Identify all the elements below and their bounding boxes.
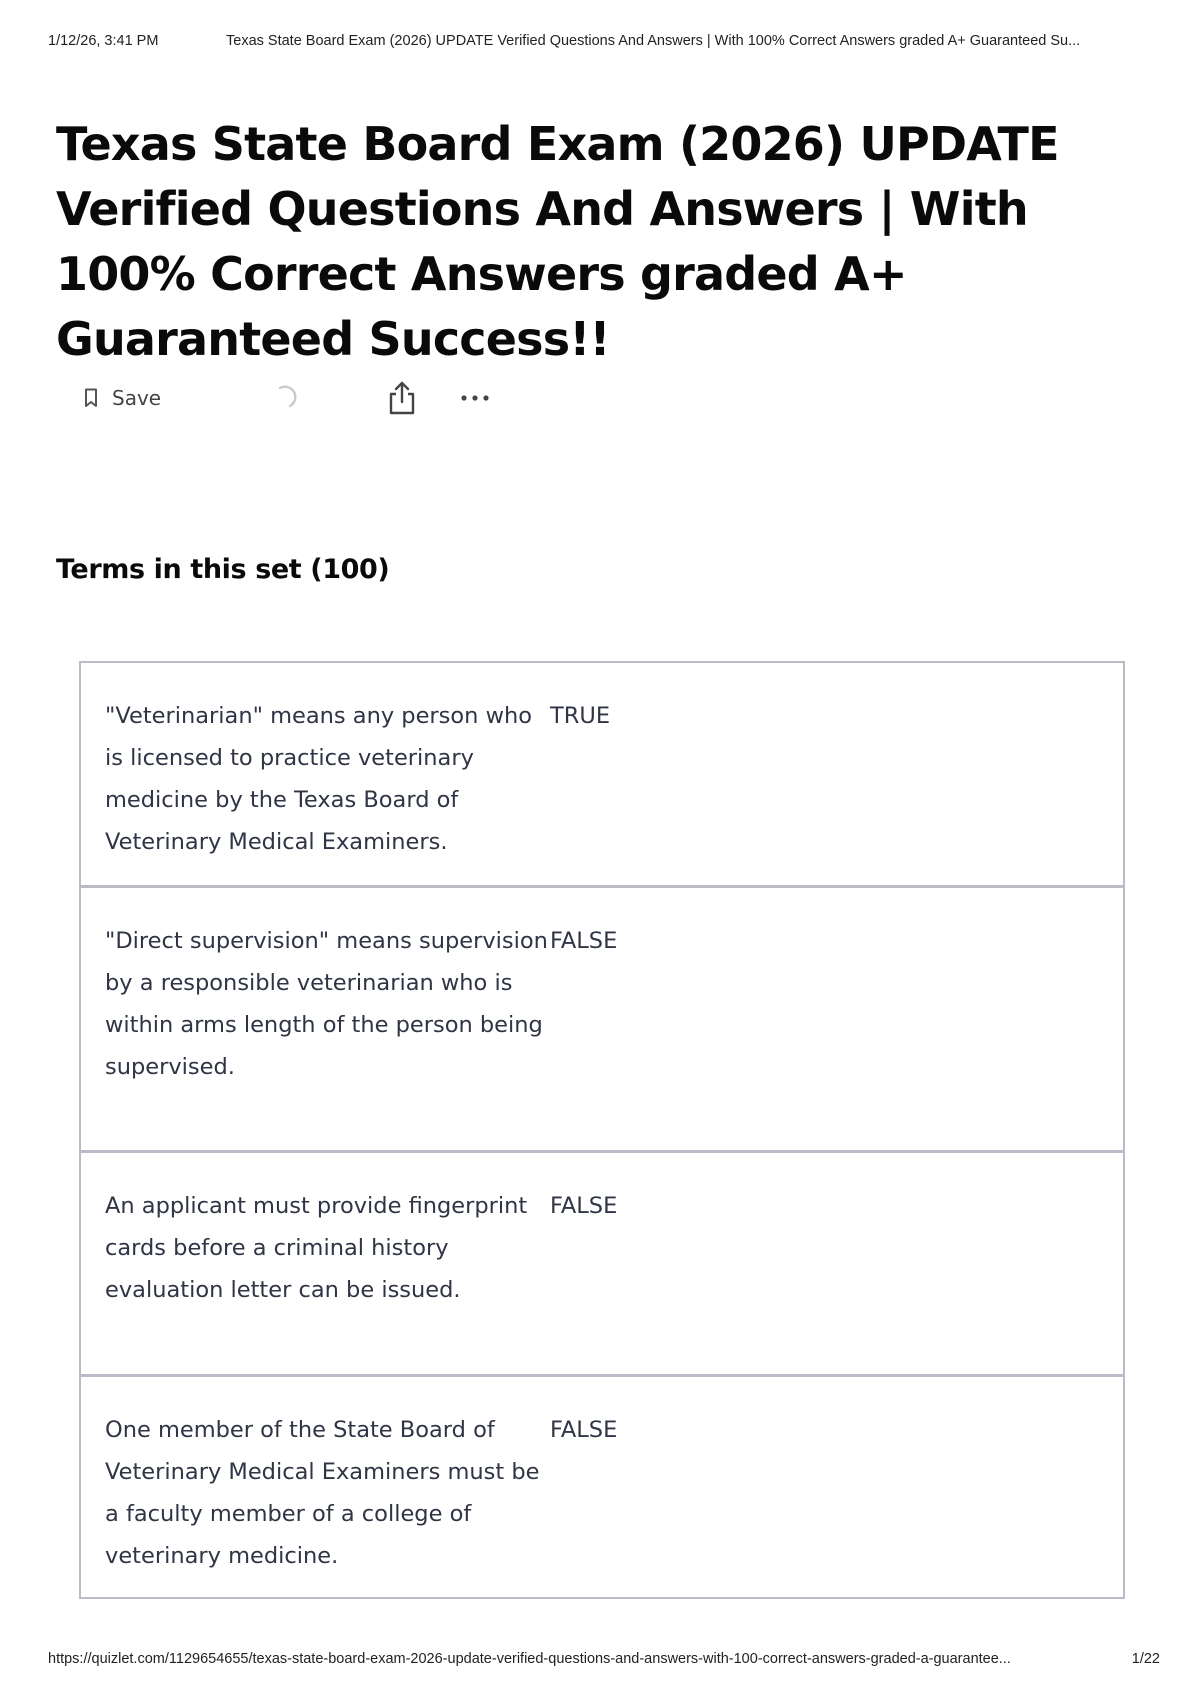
set-title: Texas State Board Exam (2026) UPDATE Verified Questions And Answers | With 100% Correct Answers graded A+ Guaranteed Success!! xyxy=(56,117,1059,366)
page-number: 1/22 xyxy=(1131,1651,1160,1667)
print-datetime: 1/12/26, 3:41 PM xyxy=(48,33,159,49)
save-button[interactable] xyxy=(84,378,161,418)
more-options-icon[interactable] xyxy=(458,386,492,410)
set-toolbar xyxy=(84,378,504,418)
term-definition: FALSE xyxy=(550,1417,618,1443)
term-row xyxy=(81,1150,1123,1374)
term-text: "Veterinarian" means any person who is licensed to practice veterinary medicine by the Texas Board of Veterinary Medical Examiners. xyxy=(105,703,533,855)
terms-list xyxy=(79,661,1125,1599)
term-definition: FALSE xyxy=(550,1193,618,1219)
page-url: https://quizlet.com/1129654655/texas-state-board-exam-2026-update-verified-questions-and-answers-with-100-correct-answers-graded-a-guarantee... xyxy=(48,1651,1011,1667)
term-definition: FALSE xyxy=(550,928,618,954)
term-text: An applicant must provide fingerprint cards before a criminal history evaluation letter can be issued. xyxy=(105,1193,528,1303)
terms-heading: Terms in this set (100) xyxy=(56,554,390,585)
share-icon[interactable] xyxy=(386,380,418,416)
print-footer xyxy=(48,1651,1160,1671)
save-label: Save xyxy=(112,386,162,410)
term-definition: TRUE xyxy=(550,703,611,729)
loading-spinner-icon xyxy=(270,384,298,412)
bookmark-icon xyxy=(84,388,98,408)
print-header xyxy=(48,33,1160,53)
term-row xyxy=(81,663,1123,885)
term-row xyxy=(81,1374,1123,1597)
term-text: "Direct supervision" means supervision by a responsible veterinarian who is within arms length of the person being supervised. xyxy=(105,928,548,1080)
term-row xyxy=(81,885,1123,1150)
print-page-title: Texas State Board Exam (2026) UPDATE Verified Questions And Answers | With 100% Correct Answers graded A+ Guaranteed Su... xyxy=(226,33,1081,49)
term-text: One member of the State Board of Veterinary Medical Examiners must be a faculty member of a college of veterinary medicine. xyxy=(105,1417,540,1569)
